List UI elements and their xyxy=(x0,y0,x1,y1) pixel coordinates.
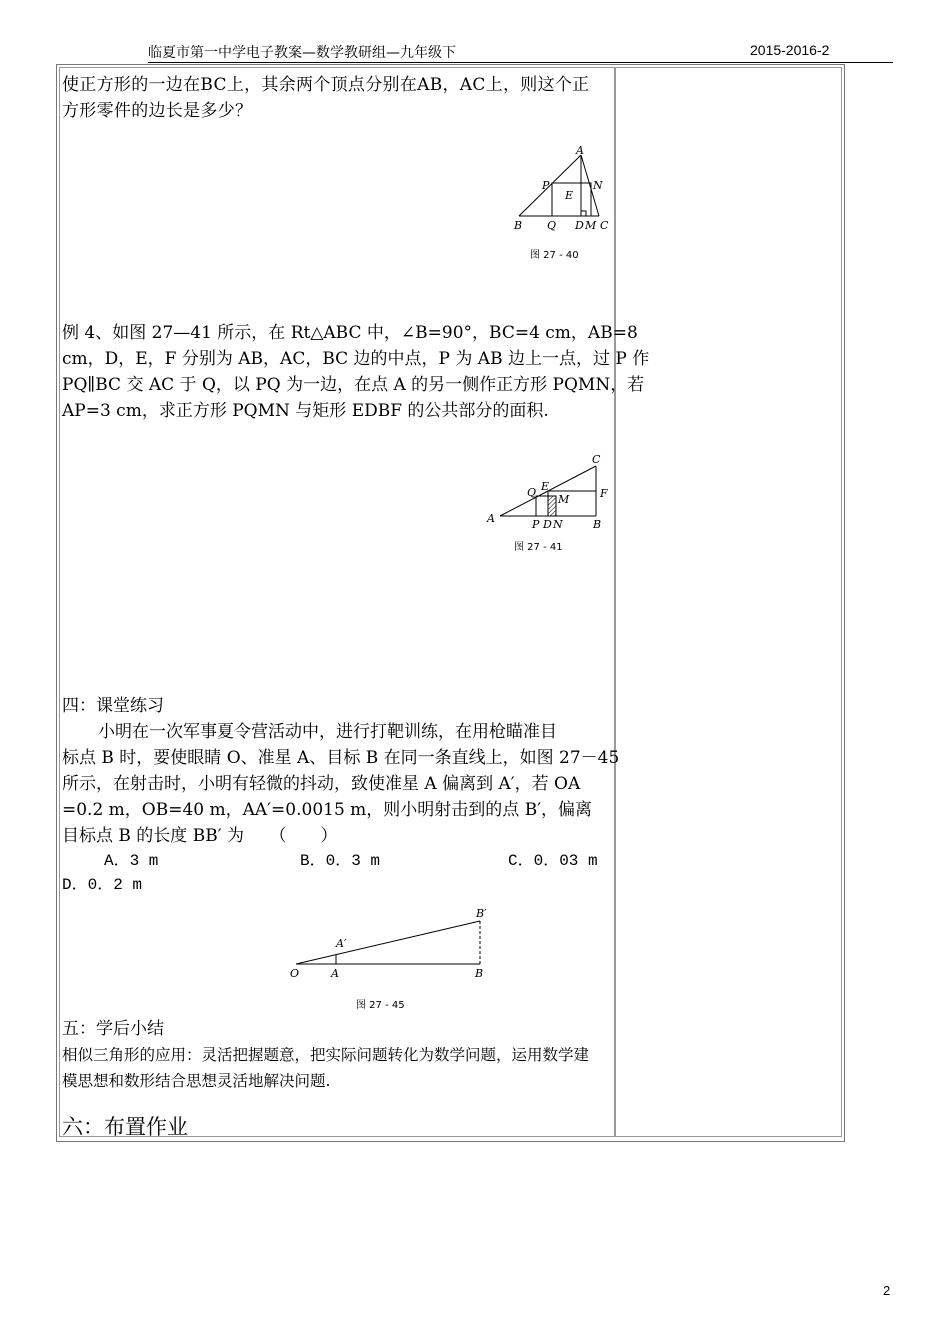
example4-line3: PQ∥BC 交 AC 于 Q，以 PQ 为一边，在点 A 的另一侧作正方形 PQMN，若 xyxy=(62,375,645,395)
fig41-label-a: A xyxy=(487,512,495,525)
fig41-label-e: E xyxy=(541,480,550,493)
fig40-label-e: E xyxy=(565,189,574,202)
figure-27-45 xyxy=(284,902,504,1014)
fig41-caption: 图 27 - 41 xyxy=(514,542,563,553)
choice-c: C．0．03 m xyxy=(508,852,598,870)
figure-27-41 xyxy=(480,450,612,560)
fig40-side-ab xyxy=(519,155,581,216)
header-title: 临夏市第一中学电子教案—数学教研组—九年级下 xyxy=(148,45,456,61)
example4-line4: AP=3 cm，求正方形 PQMN 与矩形 EDBF 的公共部分的面积. xyxy=(62,401,549,421)
section4-line4: =0.2 m，OB=40 m，AA′=0.0015 m，则小明射击到的点 B′，偏离 xyxy=(62,800,593,820)
fig41-label-f: F xyxy=(600,487,608,500)
fig41-label-c: C xyxy=(592,453,601,466)
fig41-label-p: P xyxy=(532,518,540,531)
section5-heading: 五：学后小结 xyxy=(62,1019,164,1039)
section4-heading: 四：课堂练习 xyxy=(62,696,164,716)
header-rule xyxy=(148,62,893,63)
figure-27-40 xyxy=(505,145,615,265)
section4-line3: 所示，在射击时，小明有轻微的抖动，致使准星 A 偏离到 A′，若 OA xyxy=(62,774,581,794)
fig41-label-q: Q xyxy=(527,486,537,499)
example4-line1: 例 4、如图 27—41 所示，在 Rt△ABC 中，∠B=90°，BC=4 cm，AB=8 xyxy=(62,323,638,343)
fig45-label-b: B xyxy=(475,967,484,980)
fig40-label-c: C xyxy=(600,219,609,232)
fig41-label-d: D xyxy=(543,518,552,531)
section5-line1: 相似三角形的应用：灵活把握题意，把实际问题转化为数学问题，运用数学建 xyxy=(62,1046,590,1064)
fig45-label-o: O xyxy=(290,967,300,980)
fig45-label-a: A xyxy=(331,967,339,980)
notes-cell xyxy=(615,67,842,1137)
fig40-label-p: P xyxy=(542,179,550,192)
fig40-label-q: Q xyxy=(547,219,557,232)
fig40-label-n: N xyxy=(593,179,603,192)
fig41-label-b: B xyxy=(593,518,602,531)
section6-heading: 六：布置作业 xyxy=(62,1115,188,1139)
example4-line2: cm，D，E，F 分别为 AB，AC，BC 边的中点，P 为 AB 边上一点，过 P 作 xyxy=(62,349,650,369)
choice-a: A．3 m xyxy=(104,852,159,870)
fig41-label-m: M xyxy=(558,493,570,506)
choice-d: D．0．2 m xyxy=(62,876,143,894)
fig45-line-ob-prime xyxy=(296,921,480,964)
fig40-right-angle-mark xyxy=(581,211,586,216)
section4-line5: 目标点 B 的长度 BB′ 为 （ ） xyxy=(62,826,338,846)
problem3-line1: 使正方形的一边在BC上，其余两个顶点分别在AB，AC上，则这个正 xyxy=(62,75,590,95)
choice-b: B．0．3 m xyxy=(300,852,381,870)
page-number: 2 xyxy=(883,1283,891,1298)
problem3-line2: 方形零件的边长是多少？ xyxy=(62,101,253,121)
section4-line1: 小明在一次军事夏令营活动中，进行打靶训练，在用枪瞄准目 xyxy=(98,722,557,742)
fig45-label-b-prime: B′ xyxy=(476,907,487,920)
fig45-label-a-prime: A′ xyxy=(336,937,347,950)
fig40-label-m: M xyxy=(585,219,597,232)
fig40-caption: 图 27 - 40 xyxy=(530,250,579,261)
fig41-overlap-area xyxy=(548,496,556,516)
fig40-label-b: B xyxy=(514,219,523,232)
fig41-label-n: N xyxy=(553,518,563,531)
section5-line2: 模思想和数形结合思想灵活地解决问题. xyxy=(62,1072,331,1090)
fig40-label-a: A xyxy=(576,145,584,157)
fig45-caption: 图 27 - 45 xyxy=(356,1000,405,1011)
header-date: 2015-2016-2 xyxy=(750,42,830,58)
section4-line2: 标点 B 时，要使眼睛 O、准星 A、目标 B 在同一条直线上，如图 27－45 xyxy=(62,748,620,768)
fig40-label-d: D xyxy=(575,219,584,232)
